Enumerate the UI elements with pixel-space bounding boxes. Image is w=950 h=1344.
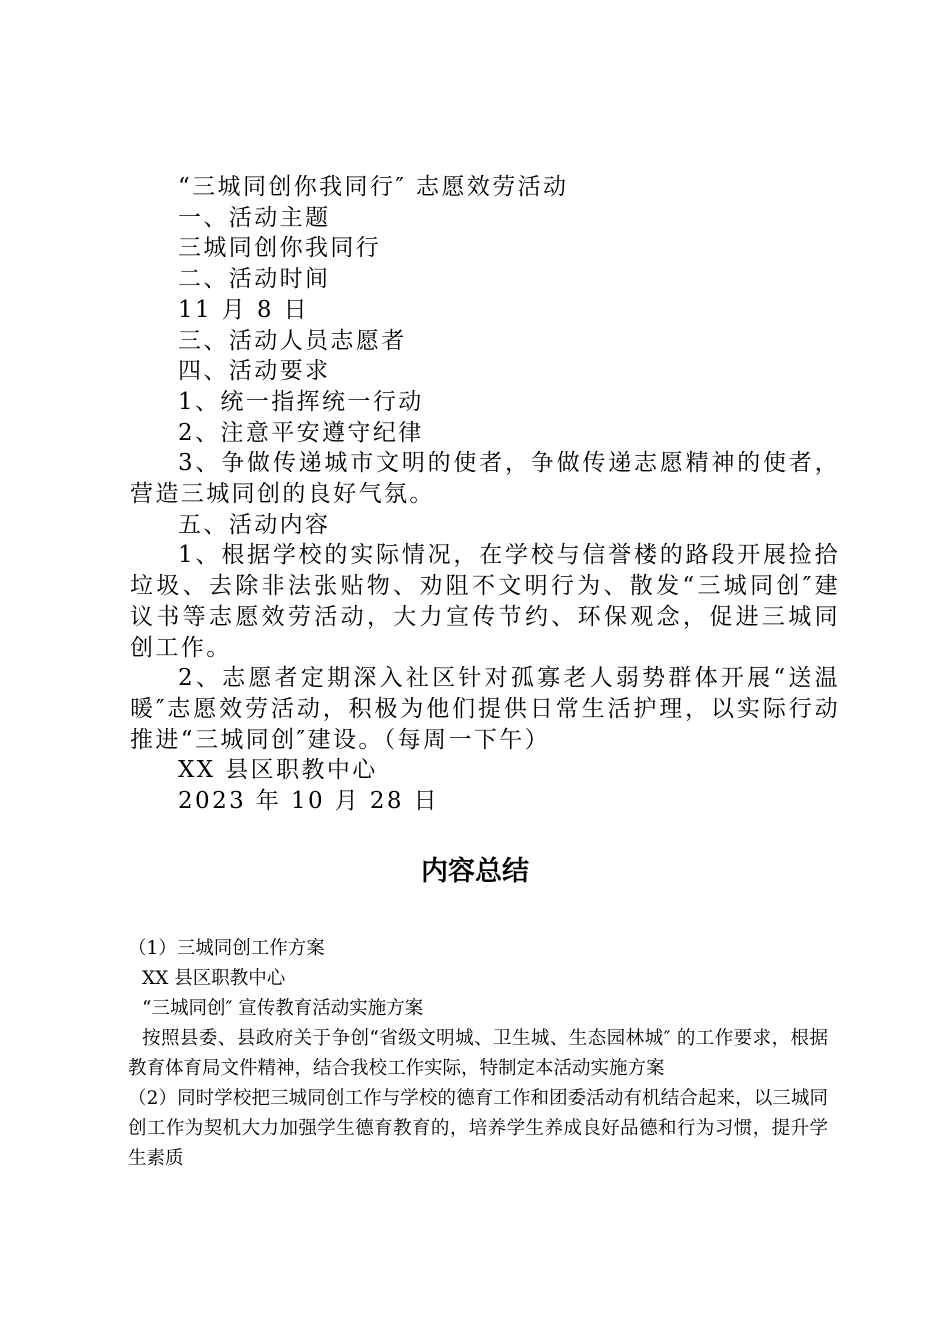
summary-line: （1）三城同创工作方案 bbox=[128, 938, 325, 959]
requirement-item: 1、统一指挥统一行动 bbox=[178, 388, 424, 415]
requirement-item: 3、争做传递城市文明的使者，争做传递志愿精神的使者，营造三城同创的良好气氛。 bbox=[130, 450, 840, 508]
requirement-item: 2、注意平安遵守纪律 bbox=[178, 419, 424, 446]
section-heading-content: 五、活动内容 bbox=[178, 511, 331, 538]
section-heading-time: 二、活动时间 bbox=[178, 266, 331, 293]
organization-name: XX 县区职教中心 bbox=[178, 757, 378, 784]
summary-line: “三城同创″ 宣传教育活动实施方案 bbox=[142, 998, 424, 1019]
section-text-theme: 三城同创你我同行 bbox=[178, 235, 382, 262]
content-paragraph: 1、根据学校的实际情况，在学校与信誉楼的路段开展捡拾垃圾、去除非法张贴物、劝阻不文明行为、散发“三城同创″建议书等志愿效劳活动，大力宣传节约、环保观念，促进三城同创工作。 bbox=[130, 542, 840, 661]
document-body bbox=[130, 172, 840, 817]
summary-paragraph: （2）同时学校把三城同创工作与学校的德育工作和团委活动有机结合起来，以三城同创工作为契机大力加强学生德育教育的，培养学生养成良好品德和行为习惯，提升学生素质 bbox=[128, 1088, 828, 1169]
summary-line: XX 县区职教中心 bbox=[142, 968, 286, 989]
document-title: “三城同创你我同行″ 志愿效劳活动 bbox=[178, 174, 569, 200]
section-heading-requirements: 四、活动要求 bbox=[178, 358, 331, 385]
section-heading-staff: 三、活动人员志愿者 bbox=[178, 327, 407, 354]
summary-body bbox=[128, 934, 828, 1174]
summary-title: 内容总结 bbox=[421, 856, 529, 887]
content-paragraph: 2、志愿者定期深入社区针对孤寡老人弱势群体开展“送温暖″志愿效劳活动，积极为他们提供日常生活护理，以实际行动推进“三城同创″建设。（每周一下午） bbox=[130, 665, 840, 753]
section-text-time: 11 月 8 日 bbox=[178, 296, 310, 323]
document-date: 2023 年 10 月 28 日 bbox=[178, 788, 440, 815]
section-heading-theme: 一、活动主题 bbox=[178, 204, 331, 231]
summary-paragraph: 按照县委、县政府关于争创“省级文明城、卫生城、生态园林城″ 的工作要求，根据教育体育局文件精神，结合我校工作实际，特制定本活动实施方案 bbox=[128, 1028, 828, 1079]
